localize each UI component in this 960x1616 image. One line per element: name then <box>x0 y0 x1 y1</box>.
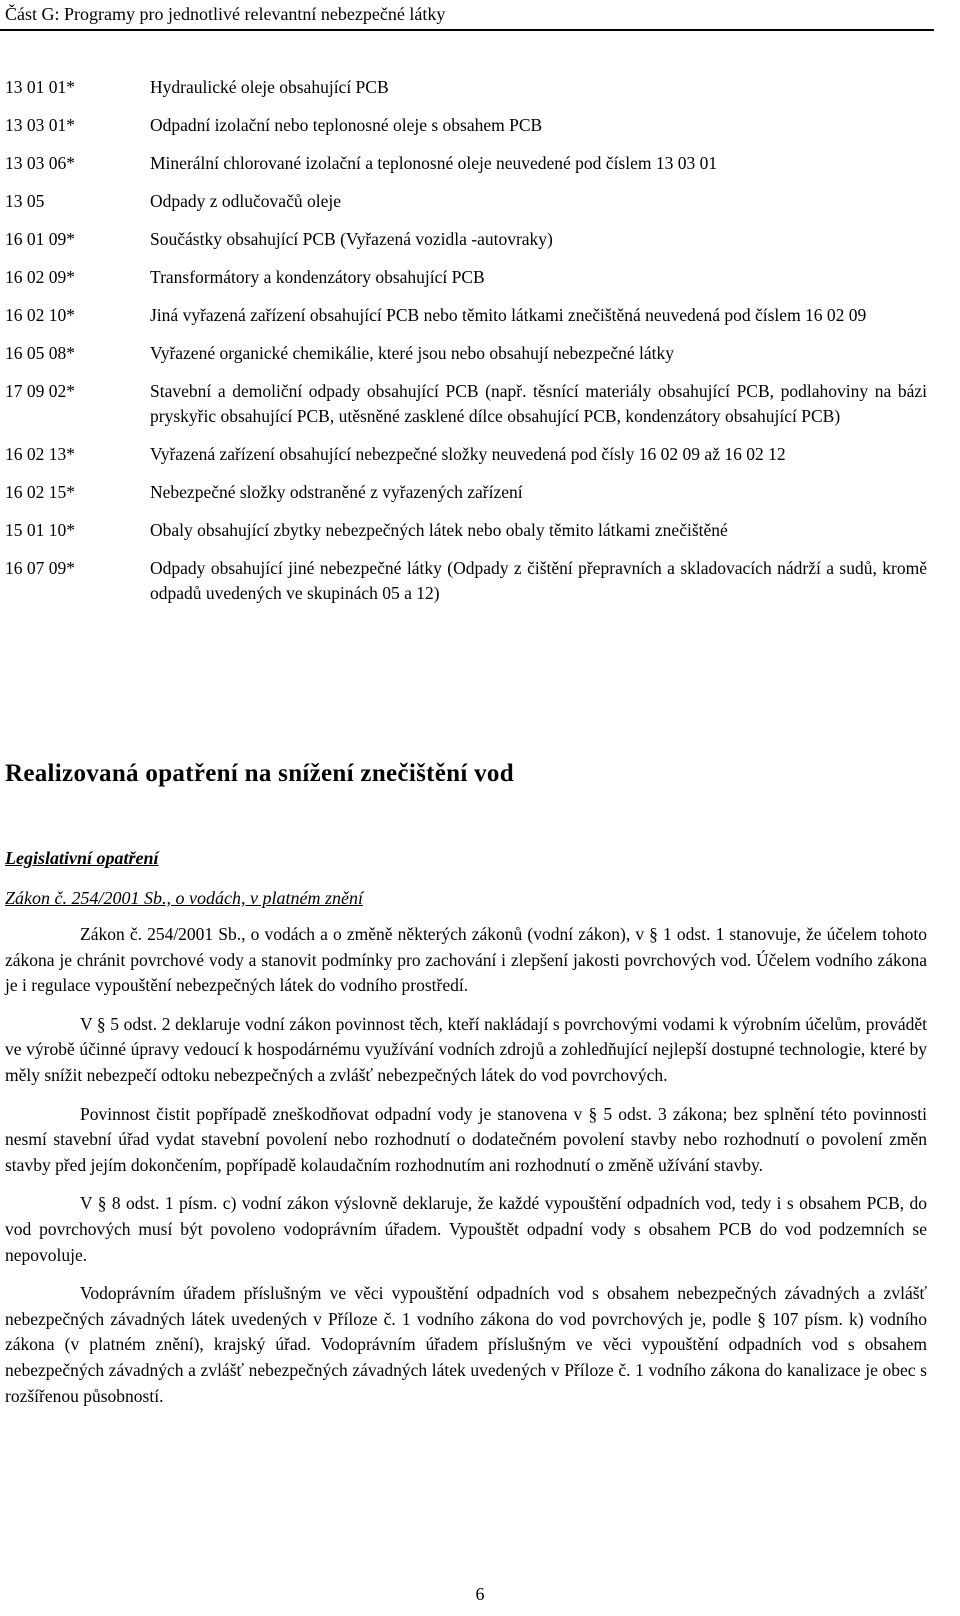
waste-code: 16 01 09* <box>5 229 75 249</box>
list-item <box>5 151 927 176</box>
waste-code: 16 02 15* <box>5 482 75 502</box>
waste-code: 16 02 09* <box>5 267 75 287</box>
waste-code: 13 03 06* <box>5 153 75 173</box>
waste-description: Součástky obsahující PCB (Vyřazená vozidla -autovraky) <box>150 229 553 249</box>
subsection-heading: Legislativní opatření <box>5 848 159 868</box>
body-text <box>5 922 927 1422</box>
waste-code: 17 09 02* <box>5 381 75 401</box>
paragraph: Zákon č. 254/2001 Sb., o vodách a o změně některých zákonů (vodní zákon), v § 1 odst. 1 stanovuje, že účelem tohoto zákona je chránit povrchové vody a stanovit podmínky pro zachování i zlepšení jakosti povrchových vod. Účelem vodního zákona je i regulace vypouštění nebezpečných látek do vodního prostředí. <box>5 924 927 996</box>
paragraph: V § 5 odst. 2 deklaruje vodní zákon povinnost těch, kteří nakládají s povrchovými vodami k výrobním účelům, provádět ve výrobě účinné úpravy vedoucí k hospodárnému využívání vodních zdrojů a zohledňující nejlepší dostupné technologie, které by měly snížit nebezpečí odtoku nebezpečných a zvlášť nebezpečných látek do vod povrchových. <box>5 1013 927 1085</box>
waste-code: 16 02 13* <box>5 444 75 464</box>
paragraph: Vodoprávním úřadem příslušným ve věci vypouštění odpadních vod s obsahem nebezpečných závadných a zvlášť nebezpečných závadných látek uvedených v Příloze č. 1 vodního zákona do vod povrchových je, podle § 107 písm. k) vodního zákona (v platném znění), krajský úřad. Vodoprávním úřadem příslušným ve věci vypouštění odpadních vod s obsahem nebezpečných závadných a zvlášť nebezpečných závadných látek uvedených v Příloze č. 1 vodního zákona do kanalizace je obec s rozšířenou působností. <box>5 1283 927 1406</box>
list-item <box>5 75 927 100</box>
waste-description: Jiná vyřazená zařízení obsahující PCB nebo těmito látkami znečištěná neuvedená pod číslem 16 02 09 <box>150 305 867 325</box>
waste-code: 13 01 01* <box>5 77 75 97</box>
waste-description: Odpadní izolační nebo teplonosné oleje s obsahem PCB <box>150 115 543 135</box>
waste-description: Hydraulické oleje obsahující PCB <box>150 77 389 97</box>
section-heading: Realizovaná opatření na snížení znečištění vod <box>5 760 514 787</box>
list-item <box>5 379 927 429</box>
list-item <box>5 113 927 138</box>
waste-code: 13 03 01* <box>5 115 75 135</box>
list-item <box>5 341 927 366</box>
list-item <box>5 518 927 543</box>
list-item <box>5 189 927 214</box>
list-item <box>5 442 927 467</box>
list-item <box>5 480 927 505</box>
waste-code: 16 02 10* <box>5 305 75 325</box>
list-item <box>5 556 927 606</box>
waste-description: Nebezpečné složky odstraněné z vyřazených zařízení <box>150 482 523 502</box>
waste-description: Vyřazené organické chemikálie, které jsou nebo obsahují nebezpečné látky <box>150 343 674 363</box>
waste-description: Vyřazená zařízení obsahující nebezpečné složky neuvedená pod čísly 16 02 09 až 16 02 12 <box>150 444 786 464</box>
list-item <box>5 265 927 290</box>
paragraph: Povinnost čistit popřípadě zneškodňovat odpadní vody je stanovena v § 5 odst. 3 zákona; bez splnění této povinnosti nesmí stavební úřad vydat stavební povolení nebo rozhodnutí o dodatečném povolení stavby nebo rozhodnutí o povolení změn stavby před jejím dokončením, popřípadě kolaudačním rozhodnutím ani rozhodnutí o změně užívání stavby. <box>5 1103 927 1175</box>
header-divider <box>0 29 934 31</box>
waste-code: 16 07 09* <box>5 558 75 578</box>
paragraph: V § 8 odst. 1 písm. c) vodní zákon výslovně deklaruje, že každé vypouštění odpadních vod, tedy i s obsahem PCB, do vod povrchových musí být povoleno vodoprávním úřadem. Vypouštět odpadní vody s obsahem PCB do vod podzemních se nepovoluje. <box>5 1193 927 1265</box>
waste-code: 15 01 10* <box>5 520 75 540</box>
waste-description: Odpady z odlučovačů oleje <box>150 191 341 211</box>
waste-description: Obaly obsahující zbytky nebezpečných látek nebo obaly těmito látkami znečištěné <box>150 520 728 540</box>
law-title: Zákon č. 254/2001 Sb., o vodách, v platném znění <box>5 888 363 908</box>
page-header: Část G: Programy pro jednotlivé relevantní nebezpečné látky <box>5 4 446 24</box>
waste-code-list <box>5 75 927 619</box>
waste-code: 13 05 <box>5 191 45 211</box>
list-item <box>5 303 927 328</box>
waste-description: Transformátory a kondenzátory obsahující PCB <box>150 267 485 287</box>
waste-description: Stavební a demoliční odpady obsahující PCB (např. těsnící materiály obsahující PCB, podlahoviny na bázi pryskyřic obsahující PCB, utěsněné zasklené dílce obsahující PCB, kondenzátory obsahující PCB) <box>150 381 927 426</box>
waste-description: Odpady obsahující jiné nebezpečné látky (Odpady z čištění přepravních a skladovacích nádrží a sudů, kromě odpadů uvedených ve skupinách 05 a 12) <box>150 558 927 603</box>
list-item <box>5 227 927 252</box>
waste-code: 16 05 08* <box>5 343 75 363</box>
waste-description: Minerální chlorované izolační a teplonosné oleje neuvedené pod číslem 13 03 01 <box>150 153 718 173</box>
page-number: 6 <box>475 1584 485 1604</box>
